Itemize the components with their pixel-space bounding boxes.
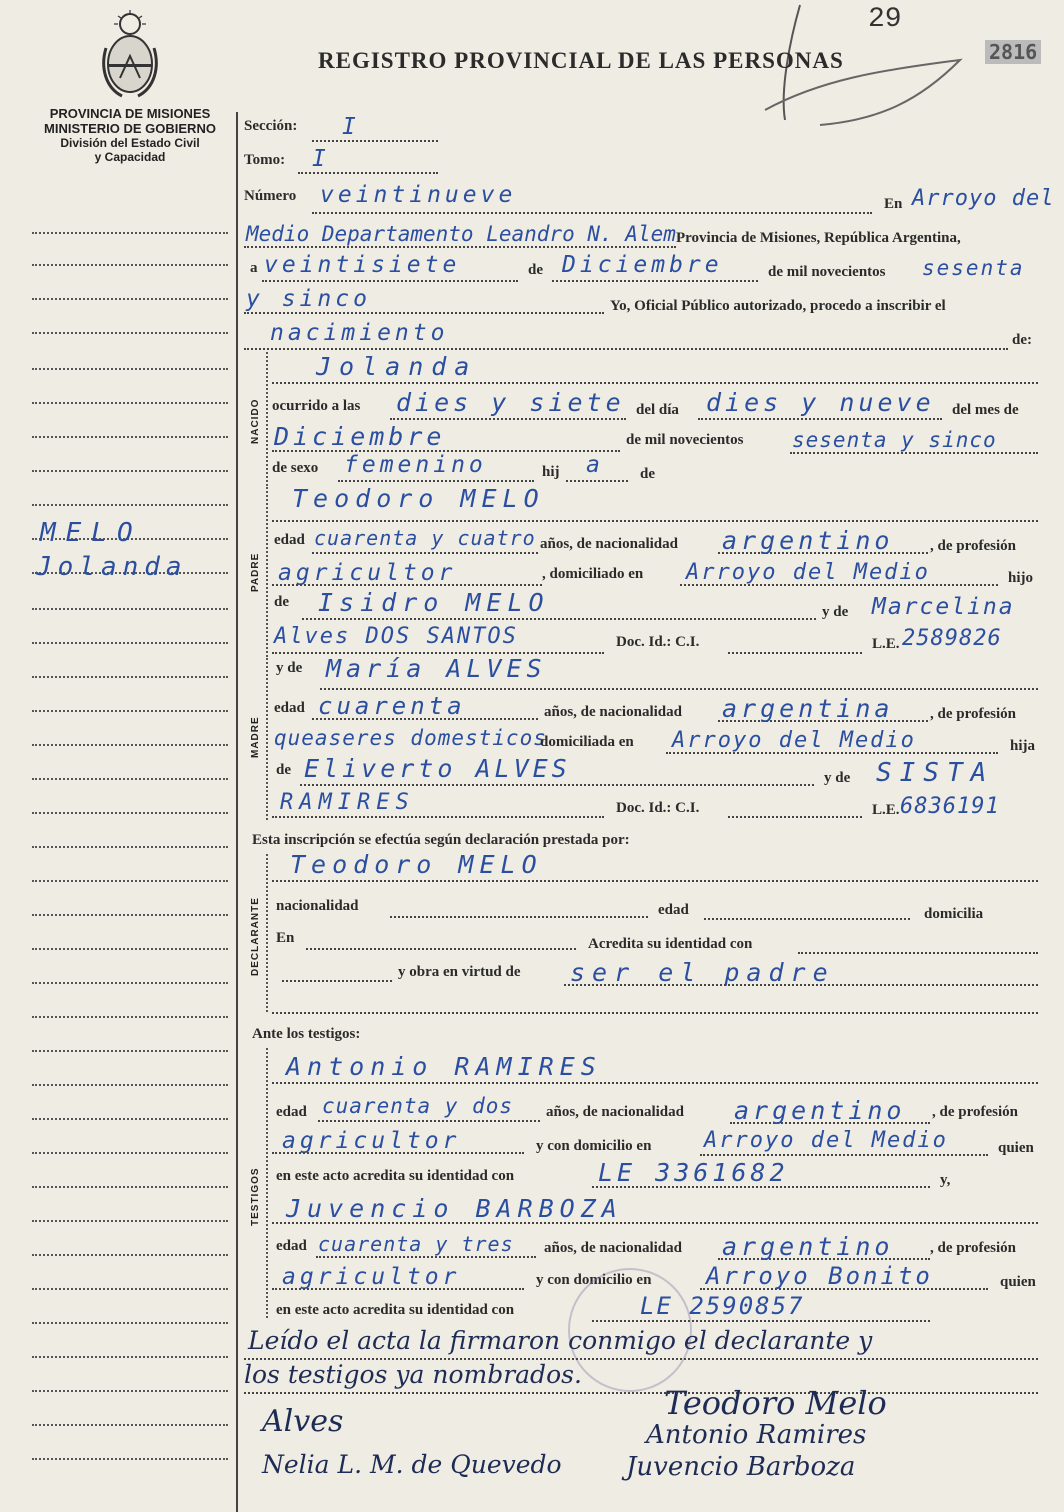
label-hija: hija — [1010, 738, 1036, 754]
label-acredita: Acredita su identidad con — [588, 936, 753, 952]
value-padre-nombre: Teodoro MELO — [292, 484, 545, 513]
label-en: En — [884, 196, 903, 212]
label-t1-prof: , de profesión — [932, 1104, 1018, 1120]
value-tomo: I — [312, 146, 330, 172]
value-t1-nombre: Antonio RAMIRES — [286, 1052, 602, 1081]
label-madre-le: L.E. — [872, 802, 900, 818]
label-numero: Número — [244, 188, 297, 204]
value-dia-nac: dies y nueve — [706, 388, 935, 417]
label-decl-dom: domicilia — [924, 906, 984, 922]
label-ocurrido: ocurrido a las — [272, 398, 361, 414]
label-y-de-madre: y de — [276, 660, 303, 676]
label-provincia: Provincia de Misiones, República Argentina, — [676, 230, 961, 246]
closing-line-1: Leído el acta la firmaron conmigo el declarante y — [248, 1326, 873, 1355]
section-label-nacido: NACIDO — [250, 398, 261, 444]
value-padre-dom: Arroyo del Medio — [686, 560, 930, 585]
label-decl-nac: nacionalidad — [276, 898, 359, 914]
value-madre-prof: queaseres domesticos — [274, 726, 547, 750]
signature-testigo-1: Antonio Ramires — [646, 1420, 867, 1450]
label-t1-acredita: en este acto acredita su identidad con — [276, 1168, 515, 1184]
value-mes: Diciembre — [562, 252, 723, 278]
value-lugar2: Medio Departamento Leandro N. Alem — [246, 222, 676, 246]
value-virtud: ser el padre — [570, 958, 835, 987]
label-padre-dom: , domiciliado en — [542, 566, 644, 582]
label-t2-quien: quien — [1000, 1274, 1036, 1290]
value-mes-nac: Diciembre — [274, 422, 446, 451]
issuer-block — [30, 106, 230, 164]
label-padre-edad: edad — [274, 532, 305, 548]
label-decl-en: En — [276, 930, 295, 946]
value-madre-nombre: María ALVES — [326, 654, 547, 683]
signature-testigo-2: Juvencio Barboza — [626, 1452, 856, 1482]
label-padre-prof: , de profesión — [930, 538, 1016, 554]
value-anio-nac: sesenta y sinco — [792, 428, 997, 452]
value-madre-dom: Arroyo del Medio — [672, 728, 916, 753]
issuer-province: PROVINCIA DE MISIONES — [49, 106, 211, 121]
section-label-declarante: DECLARANTE — [250, 897, 261, 976]
value-padre-prof: agricultor — [278, 560, 457, 586]
value-sexo: femenino — [344, 452, 487, 478]
value-madre-nac: argentina — [722, 694, 894, 723]
label-esta-inscripcion: Esta inscripción se efectúa según declaración prestada por: — [252, 832, 630, 848]
label-t2-edad: edad — [276, 1238, 307, 1254]
value-t1-dom: Arroyo del Medio — [704, 1128, 948, 1153]
label-hijo: hijo — [1008, 570, 1034, 586]
value-t1-prof: agricultor — [282, 1128, 461, 1154]
label-de-mil: de mil novecientos — [768, 264, 886, 280]
label-t1-edad: edad — [276, 1104, 307, 1120]
label-t2-acredita: en este acto acredita su identidad con — [276, 1302, 515, 1318]
label-t1-anos: años, de nacionalidad — [546, 1104, 684, 1120]
label-t2-dom: y con domicilio en — [536, 1272, 652, 1288]
value-padre-le: 2589826 — [902, 626, 1002, 651]
issuer-ministry: MINISTERIO DE GOBIERNO — [44, 121, 216, 136]
label-de-mes: de — [528, 262, 543, 278]
label-hij: hij — [542, 464, 560, 480]
margin-note-surname: MELO — [40, 518, 143, 548]
section-label-madre: MADRE — [250, 716, 261, 758]
label-madre-dom: domiciliada en — [540, 734, 634, 750]
label-abuelo-m-de: de — [276, 762, 291, 778]
label-tomo: Tomo: — [244, 152, 286, 168]
label-obra-virtud: y obra en virtud de — [398, 964, 521, 980]
label-t2-prof: , de profesión — [930, 1240, 1016, 1256]
value-t1-edad: cuarenta y dos — [322, 1094, 514, 1118]
coat-of-arms-emblem — [100, 8, 160, 98]
value-nombre: Jolanda — [316, 352, 478, 381]
page-number: 29 — [868, 4, 902, 35]
value-padre-edad: cuarenta y cuatro — [314, 526, 536, 550]
value-anio1: sesenta — [922, 256, 1025, 280]
label-de-mil-nov: de mil novecientos — [626, 432, 744, 448]
value-t1-id: LE 3361682 — [598, 1158, 789, 1187]
label-y-de-p: y de — [822, 604, 849, 620]
label-padre-le: L.E. — [872, 636, 900, 652]
value-madre-le: 6836191 — [900, 794, 1000, 819]
margin-note-name: Jolanda — [36, 552, 188, 582]
signature-oficial-publico: Nelia L. M. de Quevedo — [262, 1450, 562, 1479]
label-t1-quien: quien — [998, 1140, 1034, 1156]
value-t2-nombre: Juvencio BARBOZA — [286, 1194, 623, 1223]
corner-stamp: 2816 — [985, 40, 1041, 64]
value-dia: veintisiete — [264, 252, 461, 278]
label-de-colon: de: — [1012, 332, 1032, 348]
label-ante-testigos: Ante los testigos: — [252, 1026, 361, 1042]
value-padre-nac: argentino — [722, 526, 894, 555]
value-madre-edad: cuarenta — [318, 692, 466, 720]
value-t2-edad: cuarenta y tres — [318, 1232, 514, 1256]
value-lugar1: Arroyo del — [912, 186, 1055, 211]
signature-declarante: Teodoro Melo — [664, 1384, 887, 1422]
issuer-division: División del Estado Civil — [60, 136, 200, 150]
section-label-padre: PADRE — [250, 552, 261, 592]
label-abuelo-p-de: de — [274, 594, 289, 610]
signature-official: Alves — [262, 1404, 344, 1439]
label-yo-oficial: Yo, Oficial Público autorizado, procedo a inscribir el — [610, 298, 946, 314]
label-t2-anos: años, de nacionalidad — [544, 1240, 682, 1256]
label-madre-edad: edad — [274, 700, 305, 716]
label-del-mes: del mes de — [952, 402, 1019, 418]
label-madre-anos: años, de nacionalidad — [544, 704, 682, 720]
label-a: a — [250, 260, 258, 276]
label-decl-edad: edad — [658, 902, 689, 918]
label-t1-dom: y con domicilio en — [536, 1138, 652, 1154]
value-acto: nacimiento — [270, 320, 449, 346]
value-numero: veintinueve — [320, 182, 517, 208]
label-madre-doc: Doc. Id.: C.I. — [616, 800, 700, 816]
value-abuela-p2: Alves DOS SANTOS — [274, 624, 518, 649]
value-t2-prof: agricultor — [282, 1264, 461, 1290]
label-t1-y: y, — [940, 1172, 951, 1188]
value-t2-nac: argentino — [722, 1232, 894, 1261]
value-hij-suffix: a — [586, 452, 604, 478]
value-t2-dom: Arroyo Bonito — [706, 1262, 933, 1290]
label-padre-anos: años, de nacionalidad — [540, 536, 678, 552]
value-abuela-m1: SISTA — [876, 758, 995, 788]
label-padre-doc: Doc. Id.: C.I. — [616, 634, 700, 650]
value-abuela-p1: Marcelina — [872, 594, 1015, 620]
value-seccion: I — [342, 114, 360, 140]
label-de-sexo: de sexo — [272, 460, 319, 476]
value-abuelo-m: Eliverto ALVES — [304, 754, 571, 783]
value-abuelo-p: Isidro MELO — [318, 588, 550, 617]
label-hij-de: de — [640, 466, 655, 482]
closing-line-2: los testigos ya nombrados. — [244, 1360, 582, 1389]
value-abuela-m2: RAMIRES — [280, 790, 415, 815]
section-label-testigos: TESTIGOS — [250, 1167, 261, 1226]
label-seccion: Sección: — [244, 118, 298, 134]
value-hora: dies y siete — [396, 388, 625, 417]
value-t2-id: LE 2590857 — [640, 1292, 805, 1320]
value-declarante: Teodoro MELO — [290, 850, 543, 879]
issuer-capacity: y Capacidad — [94, 150, 166, 164]
label-del-dia: del día — [636, 402, 679, 418]
label-y-de-m: y de — [824, 770, 851, 786]
value-anio2: y sinco — [246, 286, 371, 312]
frame-divider — [236, 112, 238, 1512]
value-t1-nac: argentino — [734, 1096, 906, 1125]
label-madre-prof: , de profesión — [930, 706, 1016, 722]
document-title: REGISTRO PROVINCIAL DE LAS PERSONAS — [318, 48, 844, 73]
